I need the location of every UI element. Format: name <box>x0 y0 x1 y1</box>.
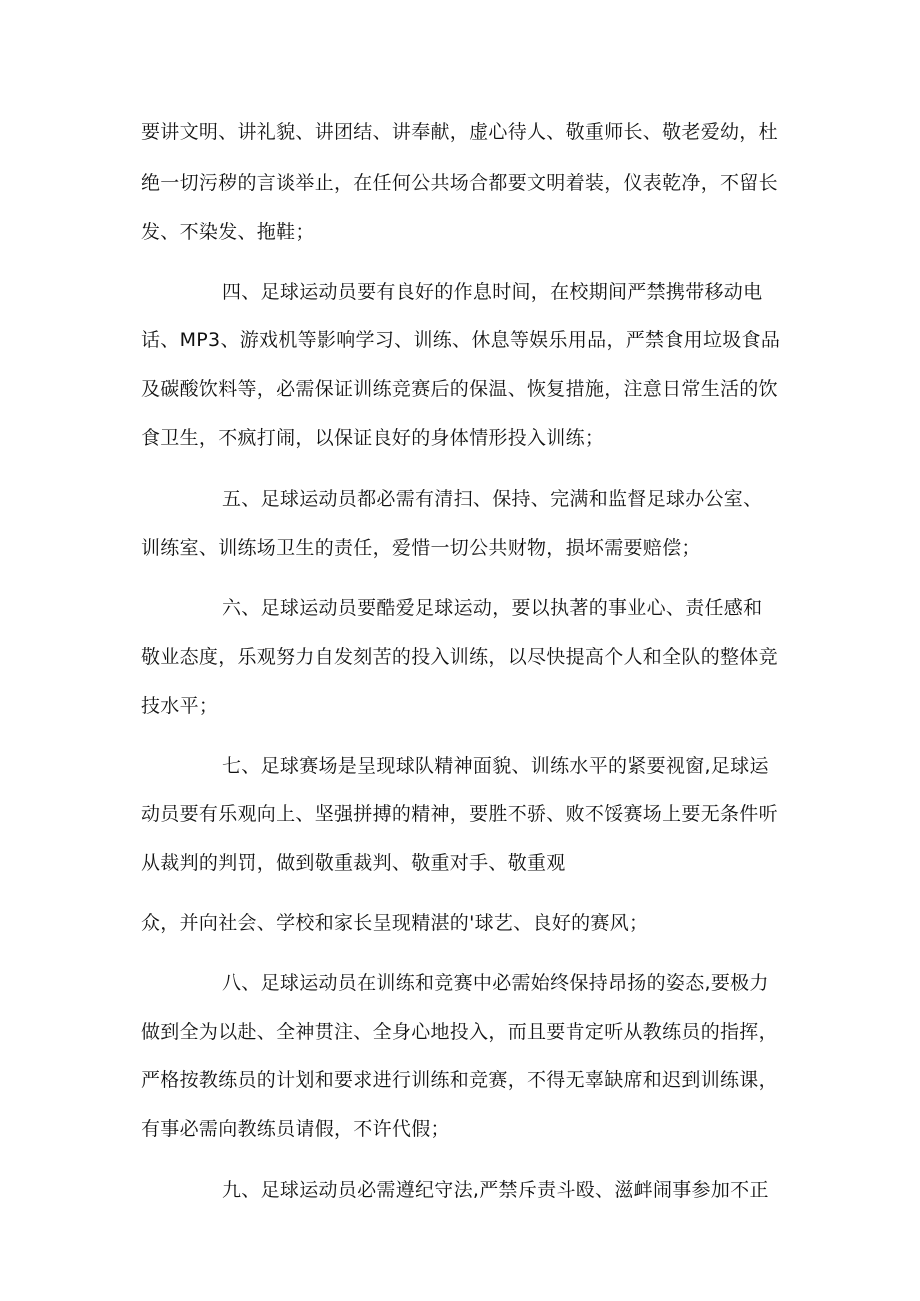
body-text-line: 技水平； <box>141 695 219 717</box>
body-text-line: 严格按教练员的计划和要求进行训练和竞赛，不得无辜缺席和迟到训练课， <box>141 1069 778 1091</box>
clause-four-start: 四、足球运动员要有良好的作息时间，在校期间严禁携带移动电 <box>222 281 763 303</box>
body-text-line: 要讲文明、讲礼貌、讲团结、讲奉献，虚心待人、敬重师长、敬老爱幼，杜 <box>141 121 778 143</box>
clause-seven-start: 七、足球赛场是呈现球队精神面貌、训练水平的紧要视窗,足球运 <box>222 755 769 777</box>
clause-five-start: 五、足球运动员都必需有清扫、保持、完满和监督足球办公室、 <box>222 488 763 510</box>
body-text-line: 及碳酸饮料等，必需保证训练竞赛后的保温、恢复措施，注意日常生活的饮 <box>141 378 778 400</box>
clause-six-start: 六、足球运动员要酷爱足球运动，要以执著的事业心、责任感和 <box>222 597 763 619</box>
body-text-line: 做到全为以赴、全神贯注、全身心地投入，而且要肯定听从教练员的指挥， <box>141 1021 778 1043</box>
body-text-line: 话、MP3、游戏机等影响学习、训练、休息等娱乐用品，严禁食用垃圾食品 <box>141 329 781 351</box>
clause-nine-start: 九、足球运动员必需遵纪守法,严禁斥责斗殴、滋衅闹事参加不正 <box>222 1179 769 1201</box>
body-text-line: 动员要有乐观向上、坚强拼搏的精神，要胜不骄、败不馁赛场上要无条件听 <box>141 803 778 825</box>
clause-eight-start: 八、足球运动员在训练和竞赛中必需始终保持昂扬的姿态,要极力 <box>222 972 769 994</box>
body-text-line: 绝一切污秽的言谈举止，在任何公共场合都要文明着装，仪表乾净，不留长 <box>141 172 778 194</box>
body-text-line: 发、不染发、拖鞋； <box>141 221 315 243</box>
body-text-line: 有事必需向教练员请假，不许代假； <box>141 1118 450 1140</box>
body-text-line: 食卫生，不疯打闹，以保证良好的身体情形投入训练； <box>141 427 605 449</box>
body-text-line: 敬业态度，乐观努力自发刻苦的投入训练，以尽快提高个人和全队的整体竞 <box>141 646 778 668</box>
body-text-line: 从裁判的判罚，做到敬重裁判、敬重对手、敬重观 <box>141 852 566 874</box>
body-text-line: 训练室、训练场卫生的责任，爱惜一切公共财物，损坏需要赔偿； <box>141 537 701 559</box>
body-text-line: 众，并向社会、学校和家长呈现精湛的'球艺、良好的赛风； <box>141 912 649 934</box>
